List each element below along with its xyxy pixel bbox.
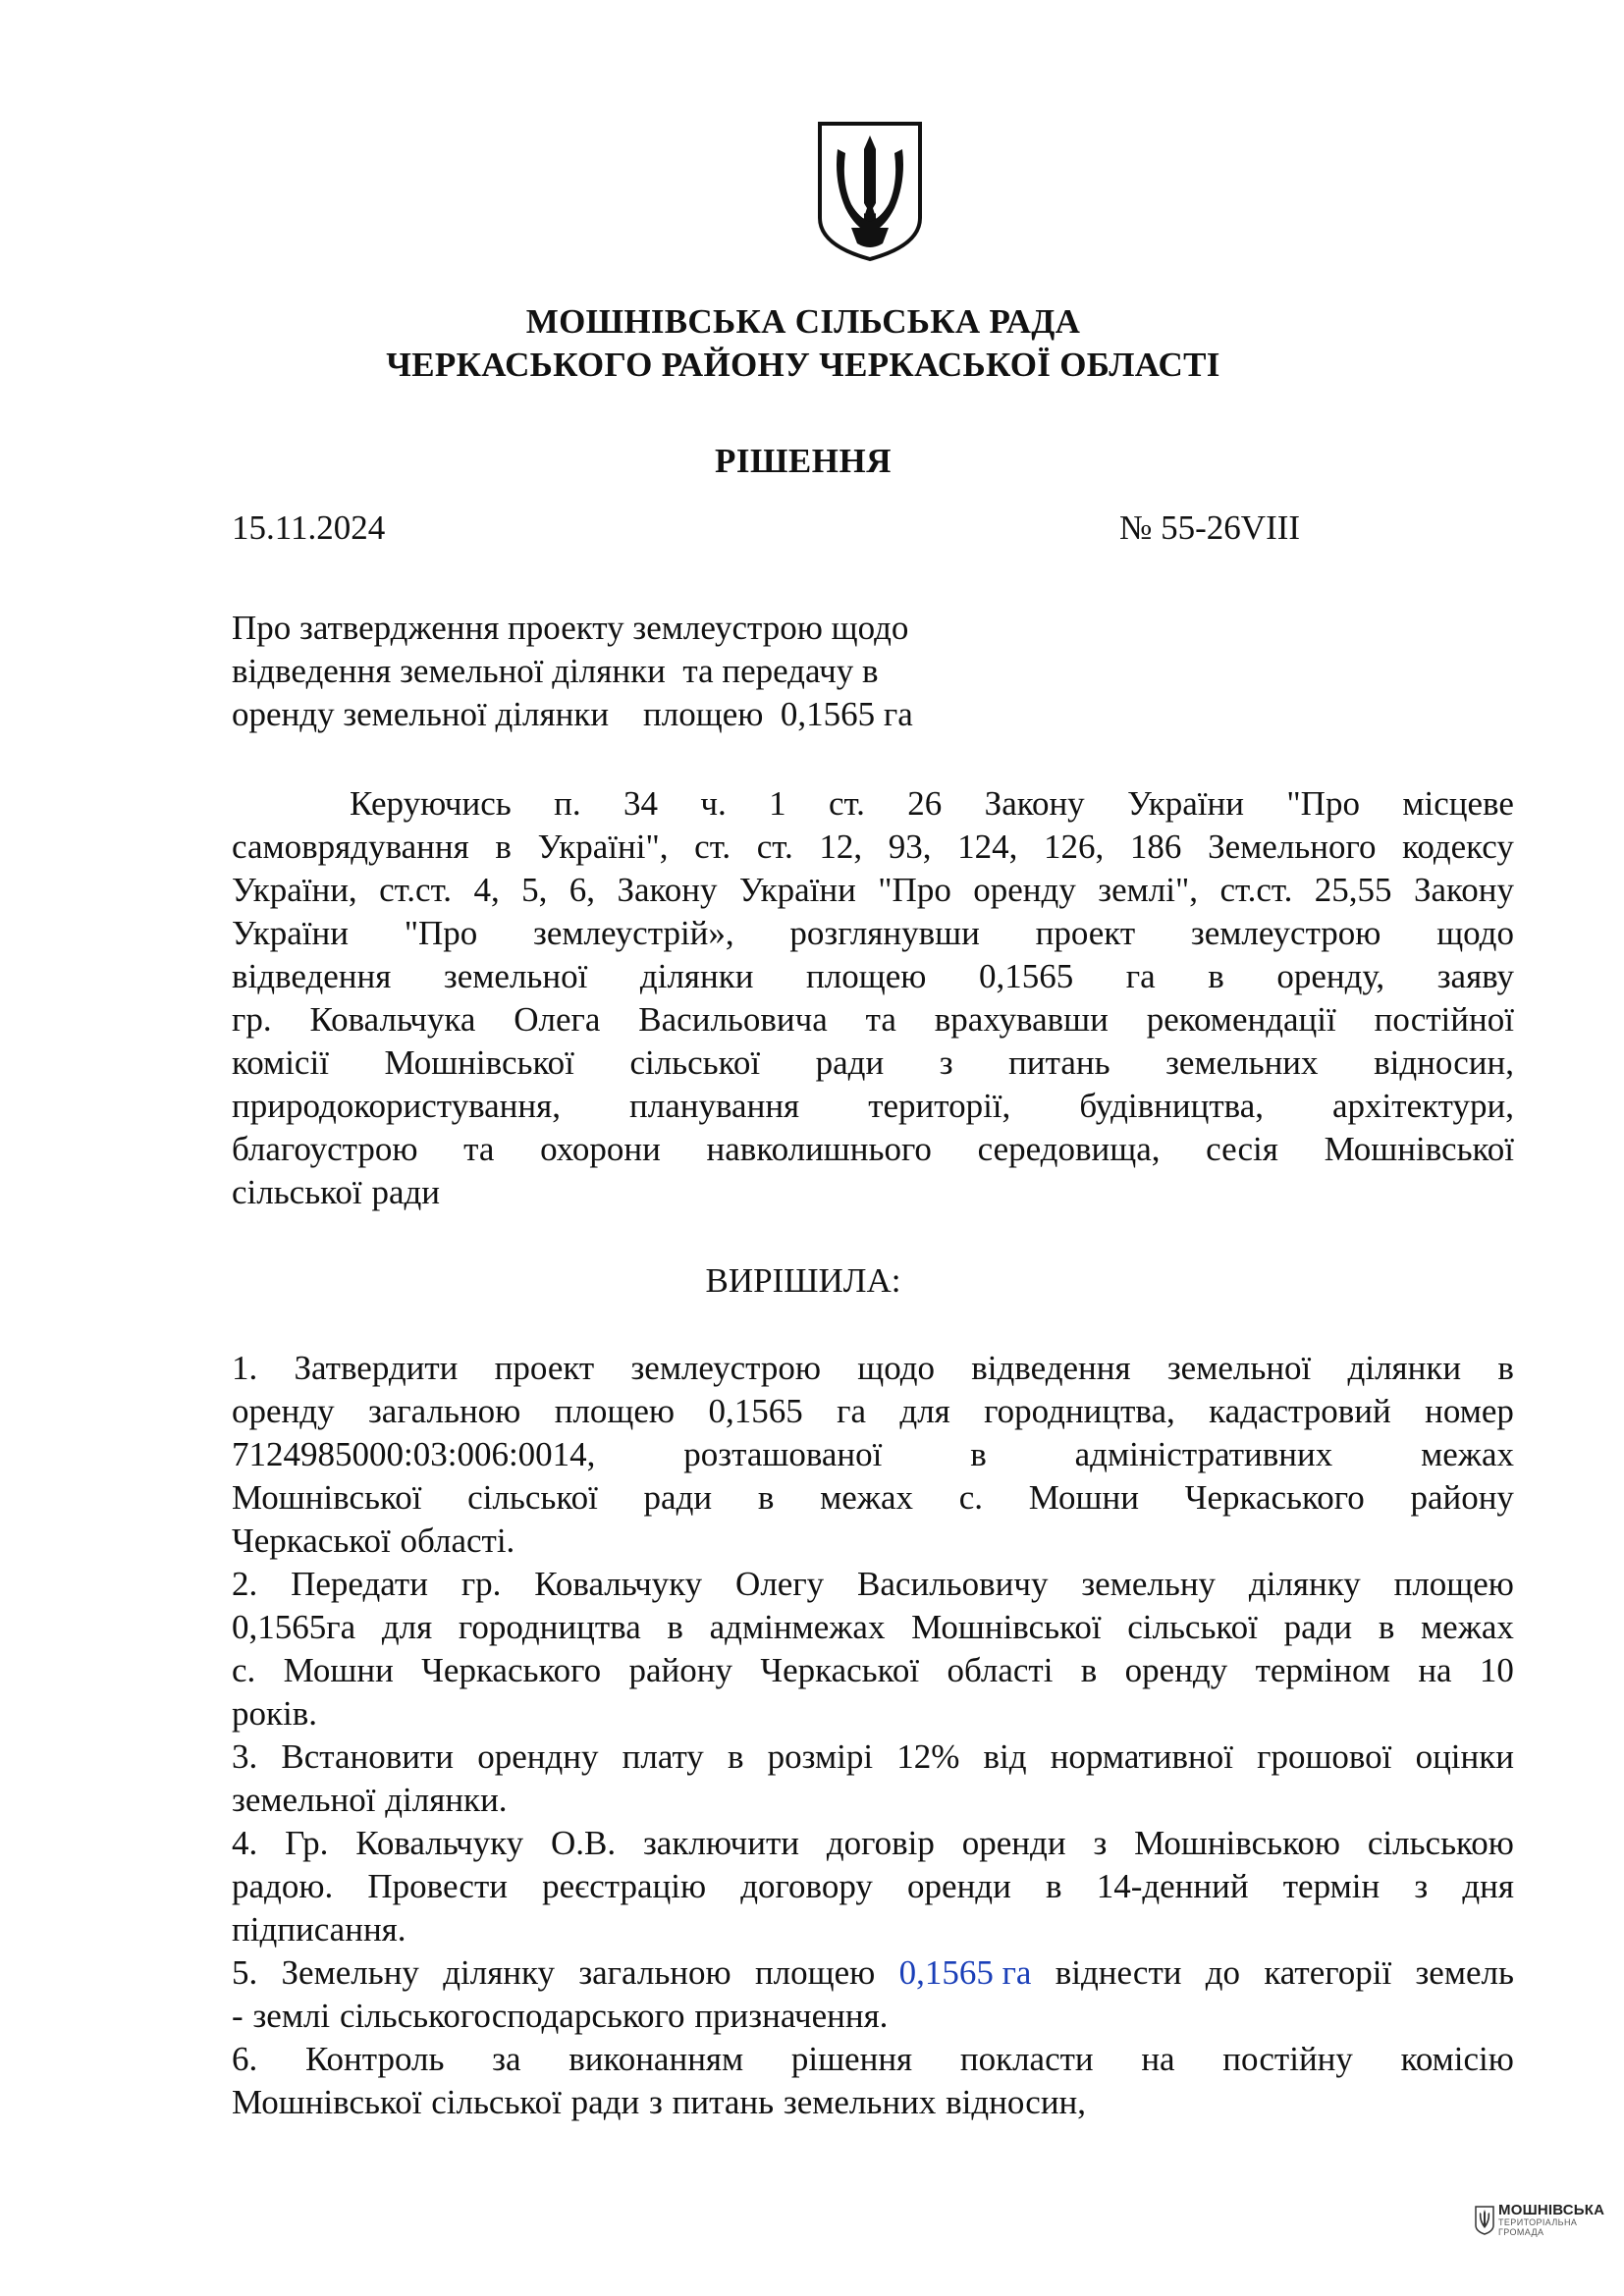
word: 0,1565 bbox=[708, 1392, 803, 1430]
word: ради bbox=[643, 1478, 713, 1517]
item-line bbox=[232, 1347, 1514, 1390]
item-line bbox=[232, 1995, 1514, 2038]
word: та bbox=[865, 1000, 896, 1039]
word: городництва, bbox=[984, 1392, 1175, 1430]
word: 14-денний bbox=[1096, 1867, 1249, 1905]
word: відведення bbox=[232, 957, 392, 995]
word: питань bbox=[1008, 1043, 1110, 1082]
word: договору bbox=[740, 1867, 873, 1905]
area-link[interactable]: 0,1565 га bbox=[898, 1953, 1032, 1992]
word: проект bbox=[494, 1349, 595, 1387]
word: Ковальчуку bbox=[534, 1565, 703, 1603]
word: Ковальчука bbox=[309, 1000, 476, 1039]
word: самоврядування bbox=[232, 828, 469, 866]
word: Передати bbox=[291, 1565, 428, 1603]
word: Черкаського bbox=[421, 1651, 602, 1689]
word: 7124985000:03:006:0014, bbox=[232, 1435, 596, 1473]
word: земельних bbox=[1165, 1043, 1319, 1082]
word: кадастровий bbox=[1209, 1392, 1391, 1430]
subject-line: відведення земельної ділянки та передачу в bbox=[232, 652, 879, 690]
word: земельну bbox=[1081, 1565, 1217, 1603]
item-line bbox=[232, 1908, 1514, 1951]
word: відносин, bbox=[946, 2083, 1087, 2121]
word: планування bbox=[629, 1087, 800, 1125]
word: ділянки. bbox=[385, 1781, 508, 1819]
word: України bbox=[1127, 784, 1244, 823]
item-line bbox=[232, 1390, 1514, 1433]
word: для bbox=[899, 1392, 950, 1430]
word: в bbox=[667, 1608, 683, 1646]
decision-items bbox=[232, 1347, 1514, 2124]
word: України bbox=[738, 871, 856, 909]
word: 5, bbox=[521, 871, 548, 909]
word: ст. bbox=[756, 828, 793, 866]
preamble-line bbox=[232, 1128, 1514, 1171]
word: земельної bbox=[232, 1781, 376, 1819]
word: сільської bbox=[431, 2083, 562, 2121]
word: 5. bbox=[232, 1953, 258, 1992]
brand-line2: ТЕРИТОРІАЛЬНА bbox=[1498, 2217, 1578, 2227]
word: орендну bbox=[477, 1737, 599, 1776]
word: ради bbox=[570, 2083, 640, 2121]
word: та bbox=[463, 1130, 495, 1168]
word: за bbox=[492, 2040, 521, 2078]
word: оренди bbox=[961, 1824, 1066, 1862]
word: сільської bbox=[467, 1478, 598, 1517]
word: Мошни bbox=[1028, 1478, 1139, 1517]
word: 186 bbox=[1129, 828, 1182, 866]
word: від bbox=[983, 1737, 1027, 1776]
word: благоустрою bbox=[232, 1130, 418, 1168]
word: 10 bbox=[1479, 1651, 1514, 1689]
word: з bbox=[1093, 1824, 1108, 1862]
word: Мошнівської bbox=[1324, 1130, 1514, 1168]
item-line bbox=[232, 1476, 1514, 1520]
word: межах bbox=[1421, 1435, 1514, 1473]
decision-subject bbox=[232, 607, 913, 736]
item-line bbox=[232, 1951, 1514, 1995]
word: оренди bbox=[907, 1867, 1011, 1905]
preamble-line bbox=[232, 1085, 1514, 1128]
word: терміном bbox=[1255, 1651, 1390, 1689]
word: розмірі bbox=[767, 1737, 874, 1776]
word: 1. bbox=[232, 1349, 258, 1387]
word: категорії bbox=[1264, 1953, 1392, 1992]
word: 34 bbox=[623, 784, 658, 823]
word: сільської bbox=[629, 1043, 761, 1082]
word: "Про bbox=[878, 871, 951, 909]
word: площею bbox=[554, 1392, 676, 1430]
word: охорони bbox=[540, 1130, 661, 1168]
word: області bbox=[947, 1651, 1054, 1689]
word: району bbox=[1410, 1478, 1514, 1517]
word: для bbox=[381, 1608, 433, 1646]
word: з bbox=[649, 2083, 663, 2121]
word: Контроль bbox=[304, 2040, 445, 2078]
word: радою. bbox=[232, 1867, 334, 1905]
brand-line1: МОШНІВСЬКА bbox=[1498, 2202, 1605, 2218]
word: Україні", bbox=[537, 828, 669, 866]
word: гр. bbox=[460, 1565, 502, 1603]
word: постійну bbox=[1222, 2040, 1353, 2078]
word: сесія bbox=[1206, 1130, 1278, 1168]
word: виконанням bbox=[568, 2040, 744, 2078]
word: на bbox=[1418, 1651, 1452, 1689]
word: дня bbox=[1462, 1867, 1514, 1905]
word: адмінмежах bbox=[709, 1608, 886, 1646]
word: площею bbox=[806, 957, 927, 995]
word: 2. bbox=[232, 1565, 258, 1603]
word: сільської bbox=[1127, 1608, 1258, 1646]
word: 0,1565 bbox=[978, 957, 1074, 995]
trident-icon bbox=[1475, 2206, 1494, 2235]
preamble-line bbox=[232, 869, 1514, 912]
word: 93, bbox=[888, 828, 932, 866]
word: грошової bbox=[1257, 1737, 1392, 1776]
word: Васильовича bbox=[638, 1000, 828, 1039]
preamble-line bbox=[232, 1041, 1514, 1085]
word: 126, bbox=[1044, 828, 1105, 866]
word: в bbox=[757, 1478, 775, 1517]
word: 1 bbox=[769, 784, 786, 823]
item-line bbox=[232, 1822, 1514, 1865]
word: межах bbox=[1421, 1608, 1514, 1646]
preamble-line bbox=[232, 782, 1514, 826]
word: ст. bbox=[694, 828, 731, 866]
word: Черкаської bbox=[760, 1651, 920, 1689]
word: Ковальчуку bbox=[355, 1824, 524, 1862]
word: в bbox=[1080, 1651, 1098, 1689]
word: в bbox=[970, 1435, 987, 1473]
word: площею bbox=[1393, 1565, 1514, 1603]
word: Земельну bbox=[281, 1953, 419, 1992]
brand-line3: ГРОМАДА bbox=[1498, 2227, 1544, 2237]
preamble-line bbox=[232, 826, 1514, 869]
decision-number: № 55-26VIII bbox=[1119, 508, 1301, 547]
word: оренду bbox=[973, 871, 1076, 909]
item-line bbox=[232, 1520, 1514, 1563]
word: с. bbox=[232, 1651, 256, 1689]
item-line bbox=[232, 1433, 1514, 1476]
decided-heading: ВИРІШИЛА: bbox=[705, 1261, 901, 1300]
word: до bbox=[1205, 1953, 1241, 1992]
community-logo bbox=[1475, 2203, 1604, 2237]
word: 25,55 bbox=[1314, 871, 1392, 909]
word: номер bbox=[1425, 1392, 1514, 1430]
word: 124, bbox=[957, 828, 1018, 866]
word: Провести bbox=[367, 1867, 508, 1905]
preamble-line bbox=[232, 912, 1514, 955]
word: розглянувши bbox=[789, 914, 980, 952]
word: в bbox=[1378, 1608, 1395, 1646]
word: 12, bbox=[819, 828, 863, 866]
word: загальною bbox=[578, 1953, 731, 1992]
word: Олегу bbox=[735, 1565, 825, 1603]
item-line bbox=[232, 1735, 1514, 1779]
word: ради bbox=[815, 1043, 885, 1082]
decision-date: 15.11.2024 bbox=[232, 508, 386, 547]
word: адміністративних bbox=[1074, 1435, 1333, 1473]
word: землеустрою bbox=[1190, 914, 1381, 952]
word: 4, bbox=[473, 871, 500, 909]
word: призначення. bbox=[694, 1997, 889, 2035]
word: ділянку bbox=[1248, 1565, 1361, 1603]
word: Земельного bbox=[1208, 828, 1377, 866]
item-line bbox=[232, 1865, 1514, 1908]
word: природокористування, bbox=[232, 1087, 561, 1125]
word: Встановити bbox=[281, 1737, 455, 1776]
word: ради bbox=[371, 1173, 441, 1211]
word: земельної bbox=[1166, 1349, 1312, 1387]
word: України, bbox=[232, 871, 357, 909]
word: врахувавши bbox=[934, 1000, 1109, 1039]
item-line bbox=[232, 1692, 1514, 1735]
item-line bbox=[232, 2038, 1514, 2081]
word: району bbox=[628, 1651, 732, 1689]
word: ділянки bbox=[1347, 1349, 1462, 1387]
word: років. bbox=[232, 1694, 318, 1733]
word: ст.ст. bbox=[379, 871, 453, 909]
word: ділянки bbox=[639, 957, 754, 995]
word: нормативної bbox=[1050, 1737, 1233, 1776]
word: Черкаського bbox=[1184, 1478, 1365, 1517]
word: в bbox=[727, 1737, 744, 1776]
word: площею bbox=[754, 1953, 876, 1992]
word: території, bbox=[868, 1087, 1011, 1125]
word: відведення bbox=[971, 1349, 1131, 1387]
word: гр. bbox=[232, 1000, 272, 1039]
word: ради bbox=[1283, 1608, 1353, 1646]
word: питань bbox=[672, 2083, 775, 2121]
word: 3. bbox=[232, 1737, 258, 1776]
word: Мошнівською bbox=[1134, 1824, 1340, 1862]
word: щодо bbox=[1436, 914, 1514, 952]
word: Черкаської bbox=[232, 1522, 391, 1560]
word: га bbox=[1125, 957, 1156, 995]
word: землеустрій», bbox=[533, 914, 734, 952]
word: землеустрою bbox=[630, 1349, 821, 1387]
word: 12% bbox=[896, 1737, 960, 1776]
word: рішення bbox=[790, 2040, 913, 2078]
word: на bbox=[1141, 2040, 1175, 2078]
word: О.В. bbox=[551, 1824, 617, 1862]
word: будівництва, bbox=[1079, 1087, 1264, 1125]
word: Васильовичу bbox=[857, 1565, 1049, 1603]
word: ст. bbox=[828, 784, 865, 823]
word: в bbox=[1208, 957, 1224, 995]
word: Гр. bbox=[285, 1824, 329, 1862]
word: Олега bbox=[514, 1000, 601, 1039]
word: земельних bbox=[783, 2083, 937, 2121]
word: п. bbox=[554, 784, 581, 823]
word: Мошнівської bbox=[232, 2083, 422, 2121]
word: Мошнівської bbox=[232, 1478, 422, 1517]
word: 4. bbox=[232, 1824, 258, 1862]
word: Мошни bbox=[283, 1651, 394, 1689]
word: щодо bbox=[857, 1349, 935, 1387]
word: городництва bbox=[458, 1608, 641, 1646]
word: області. bbox=[400, 1522, 515, 1560]
word: ч. bbox=[700, 784, 727, 823]
word: сільськогосподарського bbox=[339, 1997, 685, 2035]
word: земельної bbox=[443, 957, 588, 995]
word: Керуючись bbox=[350, 784, 512, 823]
word: землі bbox=[252, 1997, 331, 2035]
word: с. bbox=[958, 1478, 984, 1517]
word: "Про bbox=[1286, 784, 1360, 823]
word: землі", bbox=[1098, 871, 1199, 909]
word: з bbox=[1414, 1867, 1429, 1905]
word: підписання. bbox=[232, 1910, 406, 1949]
word: Мошнівської bbox=[911, 1608, 1102, 1646]
word: Мошнівської bbox=[384, 1043, 574, 1082]
item-line bbox=[232, 1606, 1514, 1649]
word: України bbox=[232, 914, 349, 952]
word: 6, bbox=[568, 871, 596, 909]
word: 0,1565га bbox=[232, 1608, 356, 1646]
word: Закону bbox=[617, 871, 718, 909]
word: ст.ст. bbox=[1219, 871, 1293, 909]
subject-line: Про затвердження проекту землеустрою щодо bbox=[232, 609, 909, 647]
word: межах bbox=[820, 1478, 914, 1517]
word: розташованої bbox=[683, 1435, 883, 1473]
item-line bbox=[232, 1779, 1514, 1822]
item-line bbox=[232, 2081, 1514, 2124]
word: га bbox=[837, 1392, 866, 1430]
word: сільською bbox=[1367, 1824, 1514, 1862]
word: загальною bbox=[367, 1392, 521, 1430]
word: 6. bbox=[232, 2040, 258, 2078]
item-line bbox=[232, 1563, 1514, 1606]
word: 26 bbox=[907, 784, 943, 823]
word: середовища, bbox=[977, 1130, 1161, 1168]
word: реєстрацію bbox=[542, 1867, 707, 1905]
preamble-paragraph bbox=[232, 782, 1514, 1214]
word: оренду bbox=[232, 1392, 335, 1430]
word: в bbox=[495, 828, 512, 866]
preamble-line bbox=[232, 998, 1514, 1041]
word: навколишнього bbox=[706, 1130, 932, 1168]
word: - bbox=[232, 1997, 244, 2035]
word: комісії bbox=[232, 1043, 329, 1082]
word: Затвердити bbox=[294, 1349, 459, 1387]
word: заяву bbox=[1436, 957, 1514, 995]
word: віднести bbox=[1055, 1953, 1182, 1992]
preamble-line bbox=[232, 955, 1514, 998]
item-line bbox=[232, 1649, 1514, 1692]
word: договір bbox=[826, 1824, 935, 1862]
word: проект bbox=[1035, 914, 1136, 952]
word: Закону bbox=[1413, 871, 1514, 909]
preamble-line bbox=[232, 1171, 1514, 1214]
word: місцеве bbox=[1402, 784, 1514, 823]
word: сільської bbox=[232, 1173, 362, 1211]
word: в bbox=[1046, 1867, 1062, 1905]
word: архітектури, bbox=[1332, 1087, 1514, 1125]
council-name-line1: МОШНІВСЬКА СІЛЬСЬКА РАДА bbox=[525, 302, 1081, 341]
word: земель bbox=[1415, 1953, 1514, 1992]
word: кодексу bbox=[1402, 828, 1514, 866]
word: "Про bbox=[404, 914, 478, 952]
word: оцінки bbox=[1415, 1737, 1514, 1776]
word: заключити bbox=[642, 1824, 799, 1862]
document-title: РІШЕННЯ bbox=[714, 442, 892, 480]
word: рекомендації bbox=[1146, 1000, 1336, 1039]
word: з bbox=[939, 1043, 953, 1082]
word: Закону bbox=[984, 784, 1085, 823]
council-name-line2: ЧЕРКАСЬКОГО РАЙОНУ ЧЕРКАСЬКОЇ ОБЛАСТІ bbox=[386, 346, 1220, 384]
word: покласти bbox=[959, 2040, 1094, 2078]
coat-of-arms-icon bbox=[816, 120, 924, 262]
word: термін bbox=[1282, 1867, 1380, 1905]
word: в bbox=[1497, 1349, 1514, 1387]
word: постійної bbox=[1374, 1000, 1514, 1039]
subject-line: оренду земельної ділянки площею 0,1565 га bbox=[232, 695, 913, 733]
word: плату bbox=[622, 1737, 704, 1776]
word: оренду bbox=[1124, 1651, 1228, 1689]
word: оренду, bbox=[1276, 957, 1385, 995]
word: ділянку bbox=[443, 1953, 556, 1992]
word: відносин, bbox=[1374, 1043, 1514, 1082]
word: комісію bbox=[1400, 2040, 1514, 2078]
